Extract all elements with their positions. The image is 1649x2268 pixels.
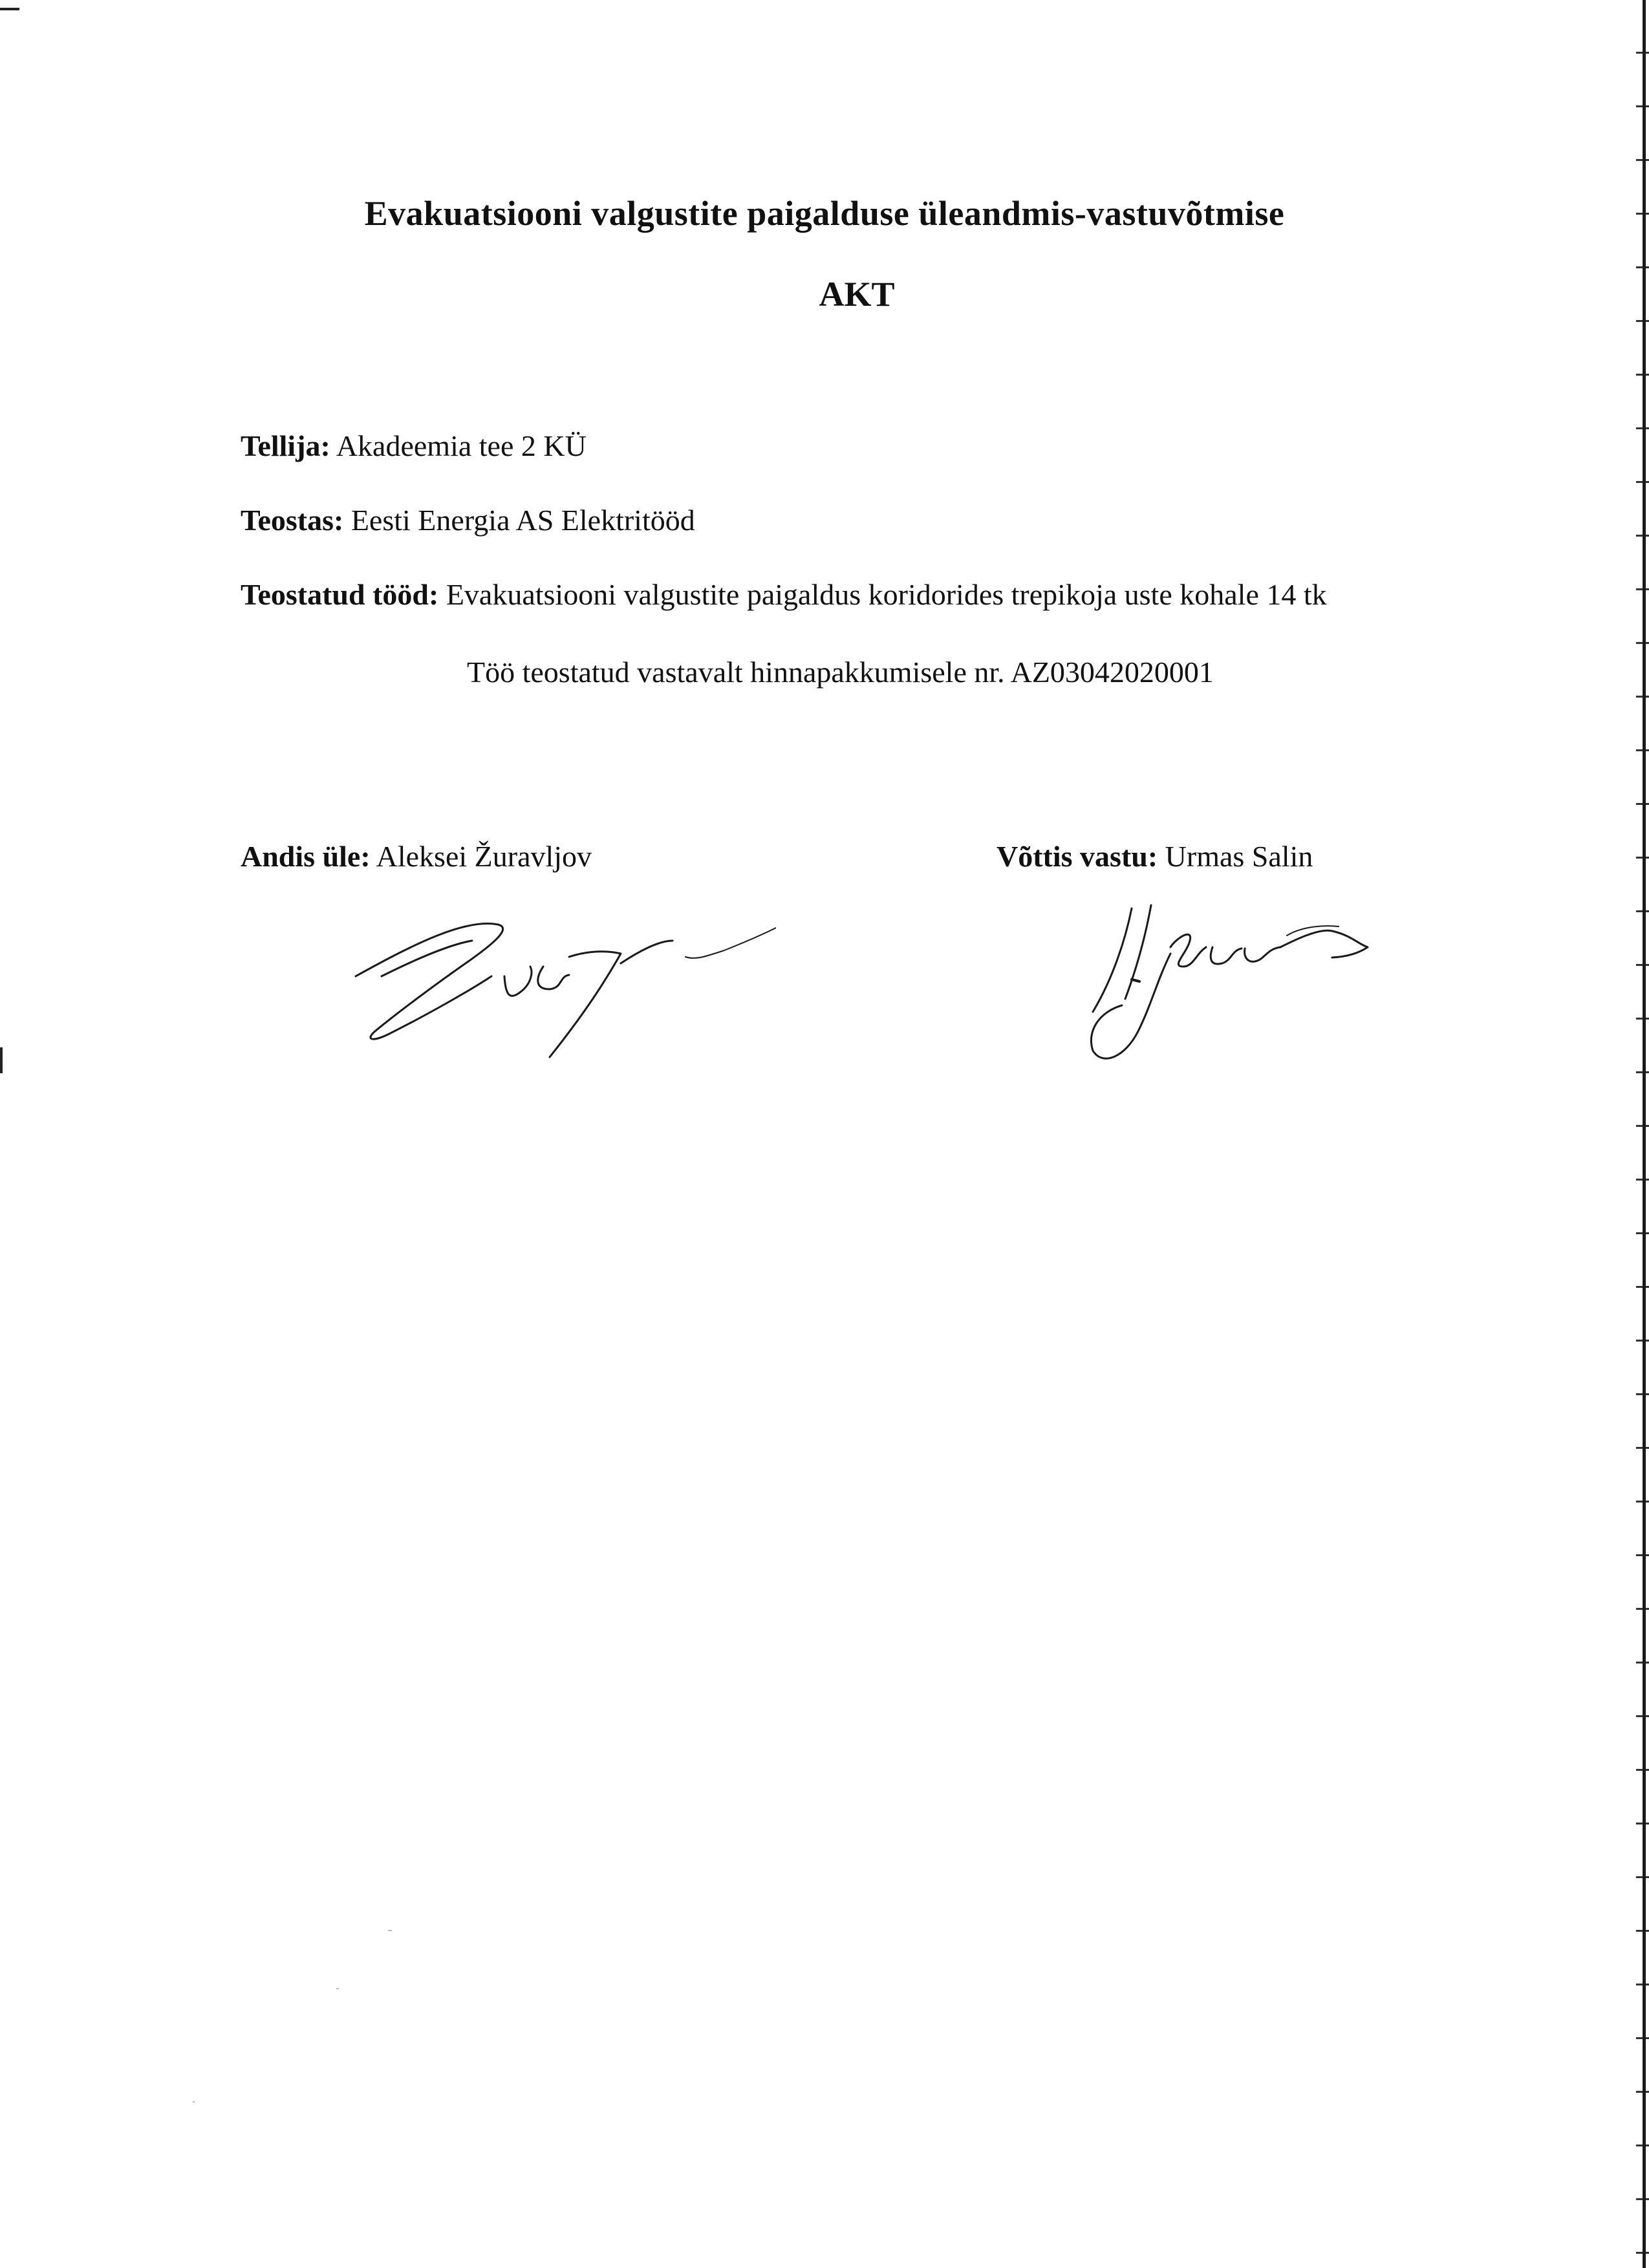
field-teostas-value: Eesti Energia AS Elektritööd: [350, 504, 695, 537]
document-title: Evakuatsiooni valgustite paigalduse üleandmis-vastuvõtmise: [364, 194, 1285, 233]
scan-speck: [336, 1988, 339, 1989]
field-teostatud-tood: [241, 575, 1327, 614]
scan-edge-mark-top: [0, 8, 19, 10]
handed-over-label: Andis üle:: [241, 840, 371, 873]
scan-edge-mark-left: [0, 1047, 3, 1073]
scan-speck: [388, 1930, 392, 1931]
field-tellija-value: Akadeemia tee 2 KÜ: [336, 429, 587, 462]
handed-over-name: Aleksei Žuravljov: [376, 840, 592, 873]
quote-reference: Töö teostatud vastavalt hinnapakkumisele nr. AZ03042020001: [467, 656, 1214, 689]
scan-speck: [193, 2101, 195, 2102]
signature-received: [1073, 902, 1377, 1070]
scan-edge-right: [1643, 0, 1646, 2268]
field-teostatud-tood-value: Evakuatsiooni valgustite paigaldus koridorides trepikoja uste kohale 14 tk: [446, 578, 1327, 611]
field-teostatud-tood-label: Teostatud tööd:: [241, 578, 439, 611]
received-line: [997, 837, 1313, 876]
received-label: Võttis vastu:: [997, 840, 1158, 873]
field-tellija-label: Tellija:: [241, 429, 330, 462]
field-teostas: [241, 501, 695, 540]
handed-over-line: [241, 837, 592, 876]
document-subtitle: AKT: [819, 275, 895, 314]
field-teostas-label: Teostas:: [241, 504, 344, 537]
field-tellija: [241, 427, 587, 465]
received-name: Urmas Salin: [1165, 840, 1313, 873]
signature-handed-over: [336, 905, 776, 1060]
